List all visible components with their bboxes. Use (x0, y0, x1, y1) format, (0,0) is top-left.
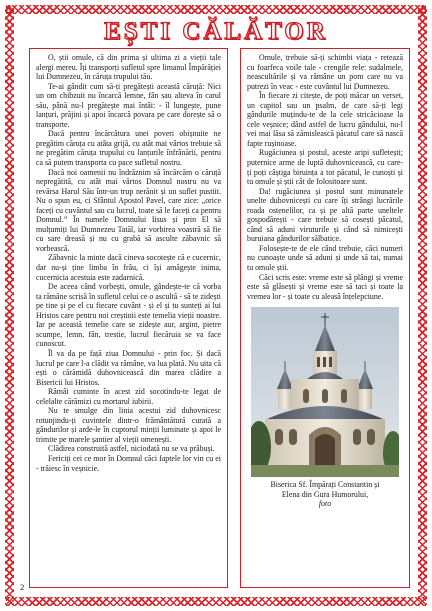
right-text-frame (240, 48, 410, 588)
church-illustration (251, 307, 399, 477)
paragraph: Da! rugăciunea și postul sunt minunatele unelte duhovnicești cu care îți strângi lucrările roada ostenelilor, ca și pe altă parte uneltele gospodărești - care trebuie să cosești păcatul, când să aduni viruturile și când să nimicești buruiana gândurilor sălbatice. (247, 186, 403, 244)
paragraph: Rugăciunea și postul, aceste aripi sufletești; puternice arme de luptă duhovnicească, cu care-ți poți câștiga biruința a tot păcatul, le cunoști și tu omule și știi cât de folositoare sunt. (247, 148, 403, 187)
decorative-border-bottom (6, 597, 426, 606)
paragraph: În fiecare zi citește, de poți măcar un verset, un capitol sau un psalm, de care să-ți legi gândurile muțindu-te de la cele stricăcioase la cele veșnice; dând astfel de lucru gândului, nu-l vei mai lăsa să zămislească păcatul care să nască fapte rușinoase. (247, 91, 403, 148)
paragraph: Zăbavnic la minte dacă cineva socotește că e cucernic, dar nu-și ține limba în frâu, ci își amăgește inima, cucernicia acestuia este zadarnică. (36, 253, 221, 282)
left-text-frame (29, 48, 228, 588)
photo-credit: foto (318, 499, 332, 509)
paragraph: Nu te smulge din linia acestui zid duhovnicesc rotunjindu-ți cuvintele dintr-o frământătură curată a gândurilor și arde-le în cuptorul minții luminate și apoi le trimite pe marele șantier al vieții omenești. (36, 406, 221, 444)
paragraph: Te-ai gândit cum să-ți pregătești această căruță: Nici un om chibzuit nu încarcă lemne, fân sau alteva în carul său, până nu-l pregătește mai întâi: - îl lungește, pune lanțuri, prăjini și apoi încarcă povara pe care dorește să o transporte. (36, 81, 221, 129)
left-column-text (36, 53, 221, 473)
paragraph: Îl va da pe față ziua Domnului - prin foc. Și dacă lucrul pe care l-a clădit va rămâne, va lua plată. Nu uita că ești o cărămidă duhovnicească din marea clădire a Bisericii lui Hristos. (36, 348, 221, 387)
paragraph: Dacă pentru încărcătura unei poveri obișnuite ne pregătim căruța cu atâta grijă, cu atât mai vârtos trebuie să ne pregătim căruța trupului cu lanțurile înfrânării, pentru ca să putem transporta cu pace sufletul nostru. (36, 129, 221, 168)
article-title: EȘTI CĂLĂTOR (104, 18, 328, 45)
church-photo (251, 307, 399, 477)
paragraph: Fericiți cei ce mor în Domnul căci faptele lor vin cu ei - trăiesc în veșnicie. (36, 453, 221, 473)
right-column-text (247, 53, 403, 301)
page-number: 2 (20, 582, 25, 592)
paragraph: Dacă noi oamenii nu îndrăznim să încărcăm o căruță nepregătită, cu atât mai vârtos Domnul nostru nu va revărsa Harul Său într-un trup nerănit și un suflet pustiit. Nu o spun eu, ci Sfântul Apostol Pavel, care zice: „orice faceți cu cuvântul sau cu lucrul, toate să le faceți ca pentru Domnul.” În numele Domnului Iisus și prin El să mulțumiți lui Dumnezeu Tatăl, iar vorbirea voastră să fie cu sare dreasă și nu cu grabă să asculte zăbavnic să vorbească. (36, 167, 221, 253)
paragraph: O, știi omule, că din prima și ultima zi a vieții tale alergi mereu. Îți transporți sufletul spre limanul Împărăției lui Dumnezeu, în căruța trupului tău. (36, 53, 221, 82)
photo-caption (247, 480, 403, 509)
caption-line: Biserica Sf. Împărați Constantin și (270, 480, 380, 490)
caption-line: Elena din Gura Humorului, (281, 489, 369, 499)
paragraph: Clădirea construită astfel, niciodată nu se va prăbuși. (48, 444, 215, 454)
paragraph: Folosește-te de ele când trebuie, căci numeri nu cunoaște unde să aduni și unde să tai, numai tu omule știi. (247, 243, 403, 273)
decorative-border-right (418, 6, 427, 605)
paragraph: Rămâi cuminte în acest zid socotindu-te legat de celelalte cărămizi cu mortarul iubirii. (36, 387, 221, 406)
paragraph: Omule, trebuie să-ți schimbi viața - retează cu foarfeca voile tale - crengile rele: sudalmele, neascultările și va rămâne un pom care nu va putrezi în veac - este cuvântul lui Dumnezeu. (247, 53, 403, 91)
paragraph: De aceea când vorbești, omule, gândește-te că vorba ta rămâne scrisă în sufletul celui ce o ascultă - să te zidești pe tine și pe el cu fiecare cuvânt - și el și tu sunteți ai lui Hristos care pentru noi creștinii este temelia vieții noastre. Iar pe această temelie care se zidește aur, argint, pietre scumpe, lemn, fân, trestie, lucrul fiecăruia se va face cunoscut. (36, 282, 221, 349)
decorative-border-top (6, 5, 426, 14)
paragraph: Căci scris este: vreme este să plângi și vreme este să glăsești și vreme este să taci și toate la vremea lor - și toate cu aleasă înțelepciune. (247, 272, 403, 301)
decorative-border-left (5, 6, 14, 605)
